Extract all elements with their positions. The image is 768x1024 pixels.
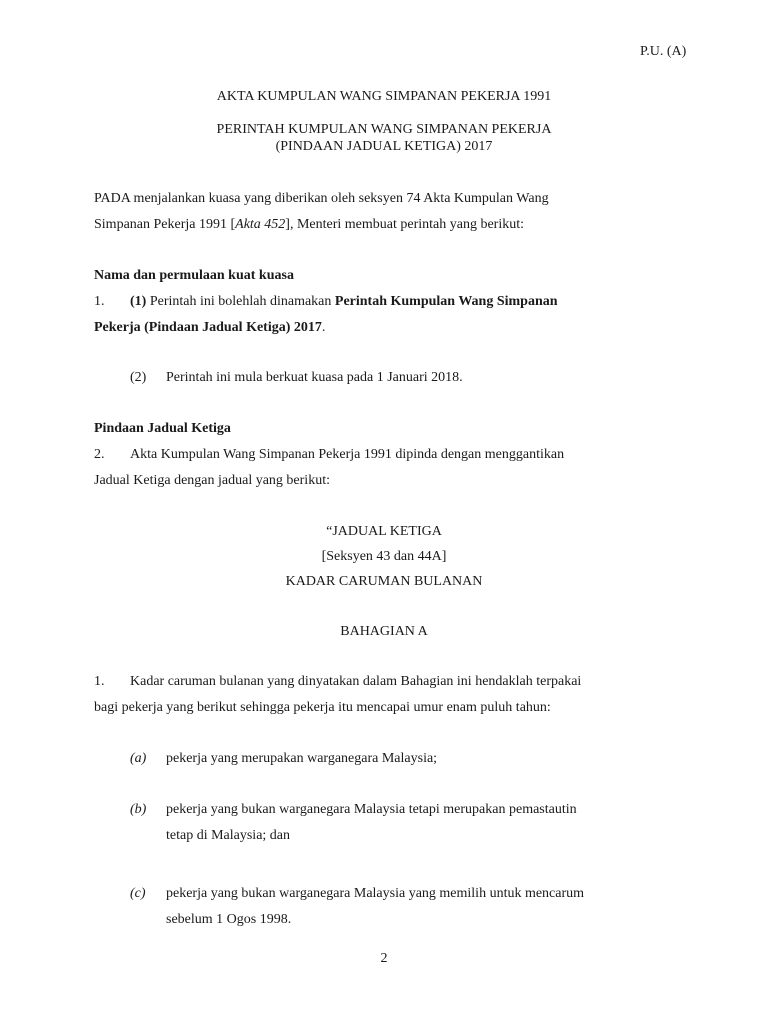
item-a-line1: pekerja yang merupakan warganegara Malaysia;	[166, 751, 438, 766]
order-title-line2: (PINDAAN JADUAL KETIGA) 2017	[275, 139, 493, 154]
item-c-line2: sebelum 1 Ogos 1998.	[166, 912, 292, 927]
act-number-italic: Akta 452	[235, 217, 286, 232]
preamble-line2	[94, 217, 524, 233]
schedule-part: BAHAGIAN A	[340, 624, 428, 639]
schedule-para-line2: bagi pekerja yang berikut sehingga pekerja itu mencapai umur enam puluh tahun:	[94, 700, 551, 715]
section1-number: 1.	[94, 294, 105, 309]
item-a-label: (a)	[130, 751, 147, 766]
item-c-label: (c)	[130, 886, 146, 901]
schedule-para-number: 1.	[94, 674, 105, 689]
section1-sub1-line1	[130, 294, 558, 310]
section1-heading: Nama dan permulaan kuat kuasa	[94, 268, 294, 283]
schedule-para-line1: Kadar caruman bulanan yang dinyatakan dalam Bahagian ini hendaklah terpakai	[130, 674, 582, 689]
item-b-label: (b)	[130, 802, 147, 817]
item-b-line2: tetap di Malaysia; dan	[166, 828, 291, 843]
item-c-line1: pekerja yang bukan warganegara Malaysia yang memilih untuk mencarum	[166, 886, 585, 901]
schedule-sections-ref: [Seksyen 43 dan 44A]	[321, 549, 447, 564]
section2-line1: Akta Kumpulan Wang Simpanan Pekerja 1991 dipinda dengan menggantikan	[130, 447, 565, 462]
sub1-end: .	[321, 320, 326, 335]
section1-sub2-text: Perintah ini mula berkuat kuasa pada 1 Januari 2018.	[166, 370, 463, 385]
preamble-line1: PADA menjalankan kuasa yang diberikan oleh seksyen 74 Akta Kumpulan Wang	[94, 191, 549, 206]
section1-sub1-line2	[94, 320, 325, 336]
sub1-bold-a: Perintah Kumpulan Wang Simpanan	[334, 294, 558, 309]
sub1-text: Perintah ini bolehlah dinamakan	[149, 294, 332, 309]
section2-heading: Pindaan Jadual Ketiga	[94, 421, 231, 436]
section2-line2: Jadual Ketiga dengan jadual yang berikut:	[94, 473, 330, 488]
section1-sub2-number: (2)	[130, 370, 147, 385]
page-number: 2	[380, 951, 388, 966]
schedule-title: “JADUAL KETIGA	[326, 524, 442, 539]
section2-number: 2.	[94, 447, 105, 462]
order-title-line1: PERINTAH KUMPULAN WANG SIMPANAN PEKERJA	[216, 122, 552, 137]
sub1-number: (1)	[130, 294, 147, 309]
preamble-text-b: ], Menteri membuat perintah yang berikut:	[285, 217, 525, 232]
sub1-bold-b: Pekerja (Pindaan Jadual Ketiga) 2017	[94, 320, 322, 335]
act-title: AKTA KUMPULAN WANG SIMPANAN PEKERJA 1991	[216, 89, 552, 104]
pu-reference: P.U. (A)	[640, 44, 687, 59]
preamble-text-a: Simpanan Pekerja 1991 [	[94, 217, 236, 232]
schedule-subtitle: KADAR CARUMAN BULANAN	[285, 574, 483, 589]
item-b-line1: pekerja yang bukan warganegara Malaysia tetapi merupakan pemastautin	[166, 802, 577, 817]
